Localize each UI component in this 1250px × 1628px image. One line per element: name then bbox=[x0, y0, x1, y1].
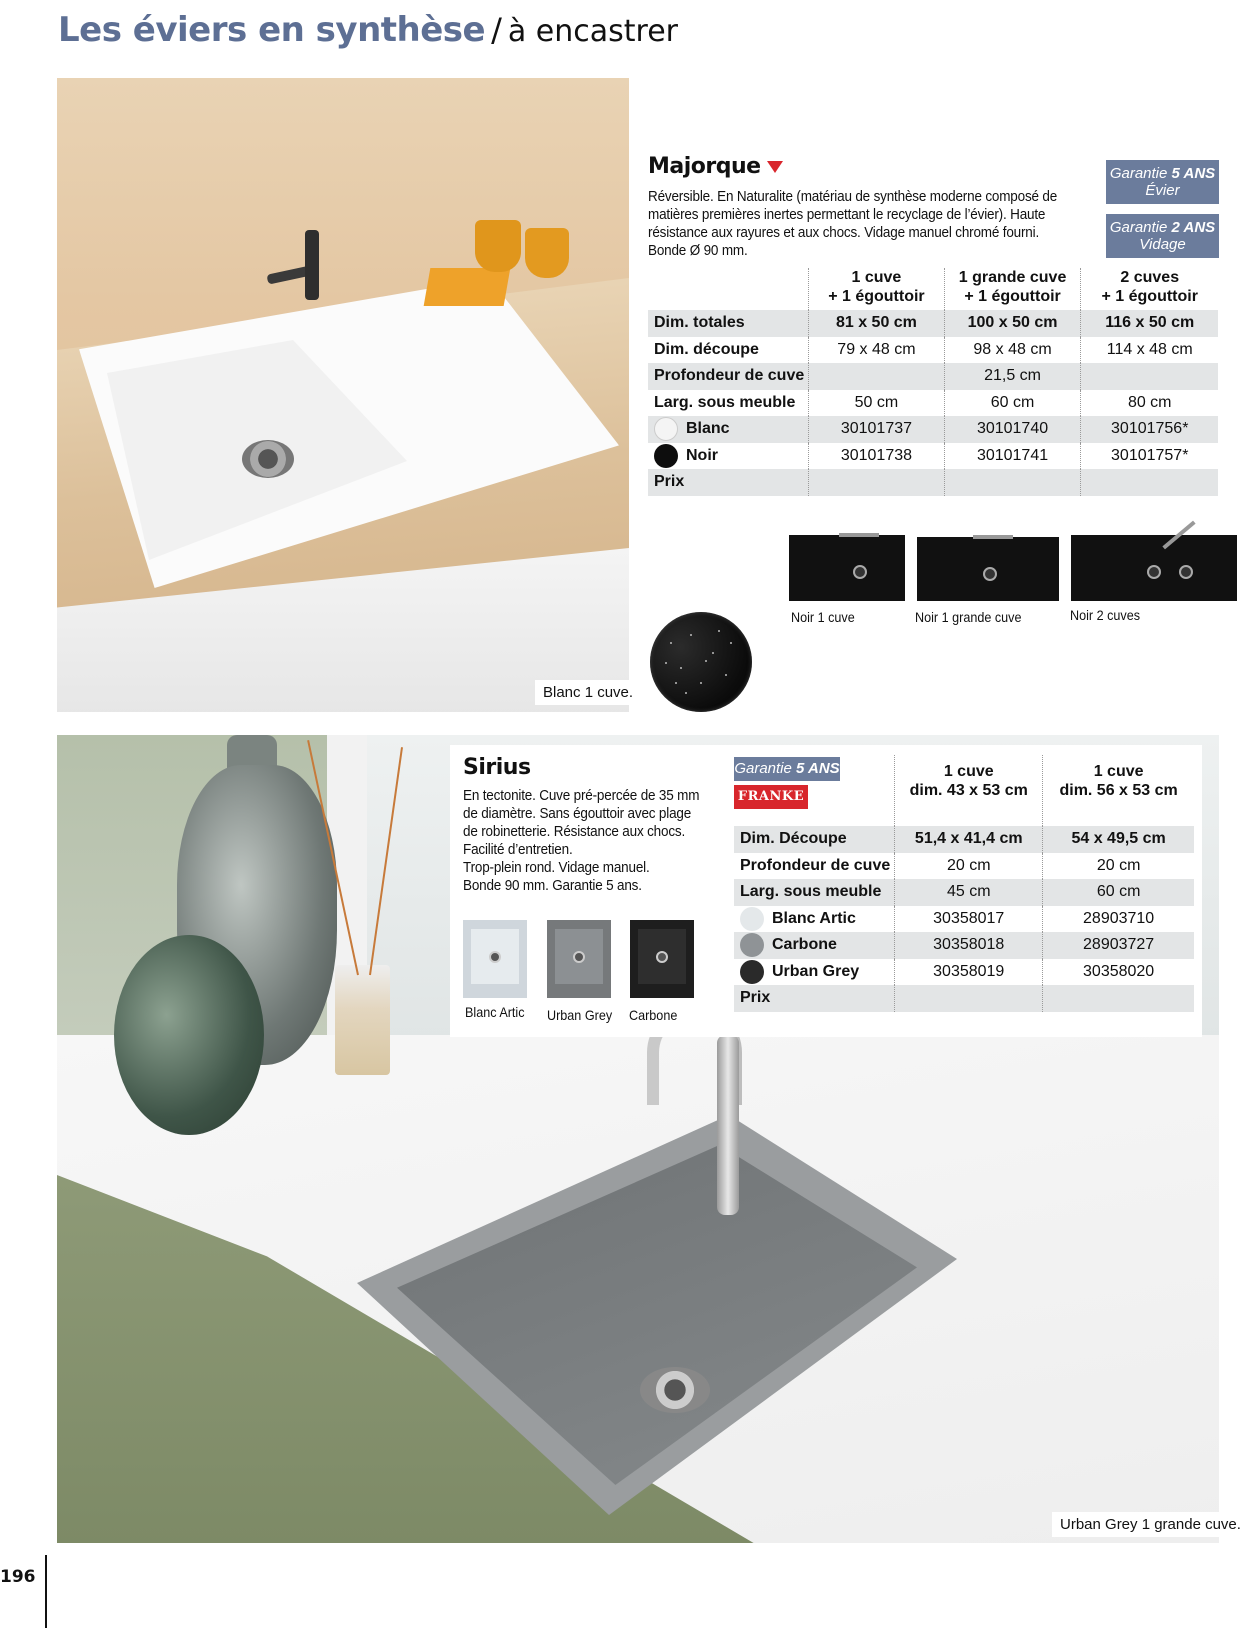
row-label: Prix bbox=[648, 469, 809, 496]
table-row bbox=[734, 906, 1194, 933]
badge-prefix: Garantie bbox=[1109, 219, 1168, 236]
sirius-spec-table bbox=[734, 755, 1194, 1012]
row-label: Profondeur de cuve bbox=[648, 363, 809, 390]
row-label: Noir bbox=[648, 443, 809, 470]
thumb-caption: Noir 1 cuve bbox=[791, 609, 855, 625]
orange-cup bbox=[475, 220, 521, 272]
table-cell: 45 cm bbox=[895, 879, 1043, 906]
thumb-noir-1-cuve bbox=[789, 535, 905, 601]
table-row bbox=[734, 853, 1194, 880]
table-cell bbox=[1081, 363, 1218, 390]
row-label: Dim. totales bbox=[648, 310, 809, 337]
sink-drain bbox=[242, 440, 294, 478]
page-number: 196 bbox=[0, 1567, 36, 1587]
row-label: Dim. Découpe bbox=[734, 826, 895, 853]
table-cell: 21,5 cm bbox=[944, 363, 1081, 390]
badge-prefix: Garantie bbox=[1109, 165, 1168, 182]
table-cell: 51,4 x 41,4 cm bbox=[895, 826, 1043, 853]
thumb-caption: Urban Grey bbox=[547, 1007, 613, 1023]
table-row bbox=[648, 310, 1218, 337]
row-label: Blanc bbox=[648, 416, 809, 443]
row-label: Blanc Artic bbox=[734, 906, 895, 933]
thumb-caption: Noir 2 cuves bbox=[1070, 607, 1141, 623]
description-line: résistance aux rayures et aux chocs. Vidage manuel chromé fourni. bbox=[648, 224, 1040, 241]
orange-plate bbox=[424, 268, 511, 306]
green-vase bbox=[114, 935, 264, 1135]
page-divider bbox=[45, 1555, 47, 1628]
table-row bbox=[648, 443, 1218, 470]
description-line: Bonde 90 mm. Garantie 5 ans. bbox=[463, 877, 642, 894]
table-cell: 30358017 bbox=[895, 906, 1043, 933]
sand-glass bbox=[335, 965, 390, 1075]
row-label: Urban Grey bbox=[734, 959, 895, 986]
thumb-carbone bbox=[630, 920, 694, 998]
table-cell: 30101756* bbox=[1081, 416, 1218, 443]
description-line: Facilité d’entretien. bbox=[463, 841, 573, 858]
photo1-caption: Blanc 1 cuve. bbox=[535, 680, 641, 705]
table-cell bbox=[944, 469, 1081, 496]
row-label: Larg. sous meuble bbox=[654, 393, 796, 411]
table-row bbox=[734, 985, 1194, 1012]
description-line: En tectonite. Cuve pré-percée de 35 mm bbox=[463, 787, 700, 804]
row-label: Dim. découpe bbox=[654, 340, 759, 358]
thumb-urban-grey bbox=[547, 920, 611, 998]
table-cell bbox=[1081, 469, 1218, 496]
table-cell: 50 cm bbox=[809, 390, 944, 417]
table-cell: 60 cm bbox=[944, 390, 1081, 417]
table-cell: 81 x 50 cm bbox=[809, 310, 944, 337]
table-cell: 30101740 bbox=[944, 416, 1081, 443]
red-triangle-icon bbox=[767, 161, 783, 173]
row-label: Prix bbox=[734, 985, 895, 1012]
column-header: 1 cuve dim. 56 x 53 cm bbox=[1043, 755, 1194, 826]
description-line: matières premières inertes permettant le recyclage de l’évier). Haute bbox=[648, 206, 1046, 223]
table-row bbox=[648, 363, 1218, 390]
badge-years: 2 ANS bbox=[1171, 219, 1216, 236]
badge-years: 5 ANS bbox=[1171, 165, 1216, 182]
header-empty bbox=[734, 755, 895, 826]
row-label: Profondeur de cuve bbox=[740, 856, 891, 874]
column-header: 1 cuve dim. 43 x 53 cm bbox=[895, 755, 1043, 826]
title-main: Les éviers en synthèse bbox=[58, 10, 486, 50]
table-cell: 28903710 bbox=[1043, 906, 1194, 933]
badge-years: 5 ANS bbox=[796, 760, 840, 777]
row-label: Carbone bbox=[734, 932, 895, 959]
black-tap bbox=[305, 230, 319, 300]
table-cell: 20 cm bbox=[1043, 853, 1194, 880]
table-cell: 116 x 50 cm bbox=[1081, 310, 1218, 337]
table-cell: 30358018 bbox=[895, 932, 1043, 959]
majorque-description bbox=[648, 188, 1089, 260]
table-cell: 30101737 bbox=[809, 416, 944, 443]
swatch-blanc-icon bbox=[654, 417, 678, 441]
table-cell: 60 cm bbox=[1043, 879, 1194, 906]
thumb-blanc-artic bbox=[463, 920, 527, 998]
majorque-name: Majorque bbox=[648, 154, 761, 179]
table-cell: 114 x 48 cm bbox=[1081, 337, 1218, 364]
table-cell: 28903727 bbox=[1043, 932, 1194, 959]
majorque-title bbox=[648, 154, 783, 179]
column-header: 1 cuve + 1 égouttoir bbox=[809, 268, 944, 310]
table-row bbox=[648, 416, 1218, 443]
table-cell bbox=[809, 469, 944, 496]
photo2-caption: Urban Grey 1 grande cuve. bbox=[1052, 1512, 1249, 1537]
table-cell: 79 x 48 cm bbox=[809, 337, 944, 364]
thumb-caption: Noir 1 grande cuve bbox=[915, 609, 1022, 625]
majorque-photo bbox=[57, 78, 629, 712]
table-header-row bbox=[734, 755, 1194, 826]
table-cell: 80 cm bbox=[1081, 390, 1218, 417]
sink-drain bbox=[640, 1367, 710, 1413]
table-cell: 30101741 bbox=[944, 443, 1081, 470]
description-line: Trop-plein rond. Vidage manuel. bbox=[463, 859, 650, 876]
thumb-noir-2-cuves bbox=[1071, 535, 1237, 601]
table-row bbox=[648, 469, 1218, 496]
thumb-caption: Blanc Artic bbox=[465, 1004, 525, 1020]
table-cell: 20 cm bbox=[895, 853, 1043, 880]
table-row bbox=[734, 879, 1194, 906]
granite-sample-swatch bbox=[650, 612, 752, 712]
table-row bbox=[734, 959, 1194, 986]
page-title bbox=[58, 10, 678, 56]
table-row bbox=[648, 390, 1218, 417]
swatch-blanc-artic-icon bbox=[740, 907, 764, 931]
table-cell bbox=[809, 363, 944, 390]
table-cell bbox=[1043, 985, 1194, 1012]
sirius-title: Sirius bbox=[463, 755, 531, 780]
table-cell: 30101757* bbox=[1081, 443, 1218, 470]
table-cell: 30101738 bbox=[809, 443, 944, 470]
thumb-noir-1-grande-cuve bbox=[917, 537, 1059, 601]
table-header-row bbox=[648, 268, 1218, 310]
swatch-noir-icon bbox=[654, 444, 678, 468]
guarantee-badge-evier bbox=[1106, 160, 1219, 204]
thumb-caption: Carbone bbox=[629, 1007, 678, 1023]
guarantee-badge-vidage bbox=[1106, 214, 1219, 258]
majorque-spec-table bbox=[648, 268, 1218, 496]
table-cell: 98 x 48 cm bbox=[944, 337, 1081, 364]
table-row bbox=[734, 932, 1194, 959]
table-cell: 100 x 50 cm bbox=[944, 310, 1081, 337]
table-cell: 30358020 bbox=[1043, 959, 1194, 986]
column-header: 1 grande cuve + 1 égouttoir bbox=[944, 268, 1081, 310]
black-sink-image bbox=[1071, 535, 1237, 601]
swatch-urban-grey-icon bbox=[740, 960, 764, 984]
table-row bbox=[734, 826, 1194, 853]
description-line: Réversible. En Naturalite (matériau de synthèse moderne composé de bbox=[648, 188, 1058, 205]
title-sub: à encastrer bbox=[507, 14, 679, 49]
column-header: 2 cuves + 1 égouttoir bbox=[1081, 268, 1218, 310]
table-cell: 30358019 bbox=[895, 959, 1043, 986]
table-row bbox=[648, 337, 1218, 364]
badge-prefix: Garantie bbox=[734, 760, 792, 777]
chrome-tap bbox=[717, 1035, 739, 1215]
orange-cup bbox=[525, 228, 569, 278]
title-separator: / bbox=[491, 11, 502, 49]
table-cell: 54 x 49,5 cm bbox=[1043, 826, 1194, 853]
badge-subject: Évier bbox=[1145, 182, 1180, 199]
description-line: Bonde Ø 90 mm. bbox=[648, 242, 748, 259]
swatch-carbone-icon bbox=[740, 933, 764, 957]
black-sink-image bbox=[789, 535, 905, 601]
description-line: de robinetterie. Résistance aux chocs. bbox=[463, 823, 686, 840]
black-sink-image bbox=[917, 537, 1059, 601]
description-line: de diamètre. Sans égouttoir avec plage bbox=[463, 805, 692, 822]
header-empty bbox=[648, 268, 809, 310]
row-label: Larg. sous meuble bbox=[734, 879, 895, 906]
badge-subject: Vidage bbox=[1139, 236, 1186, 253]
table-cell bbox=[895, 985, 1043, 1012]
franke-logo: FRANKE bbox=[734, 785, 808, 809]
sirius-description bbox=[463, 787, 724, 895]
